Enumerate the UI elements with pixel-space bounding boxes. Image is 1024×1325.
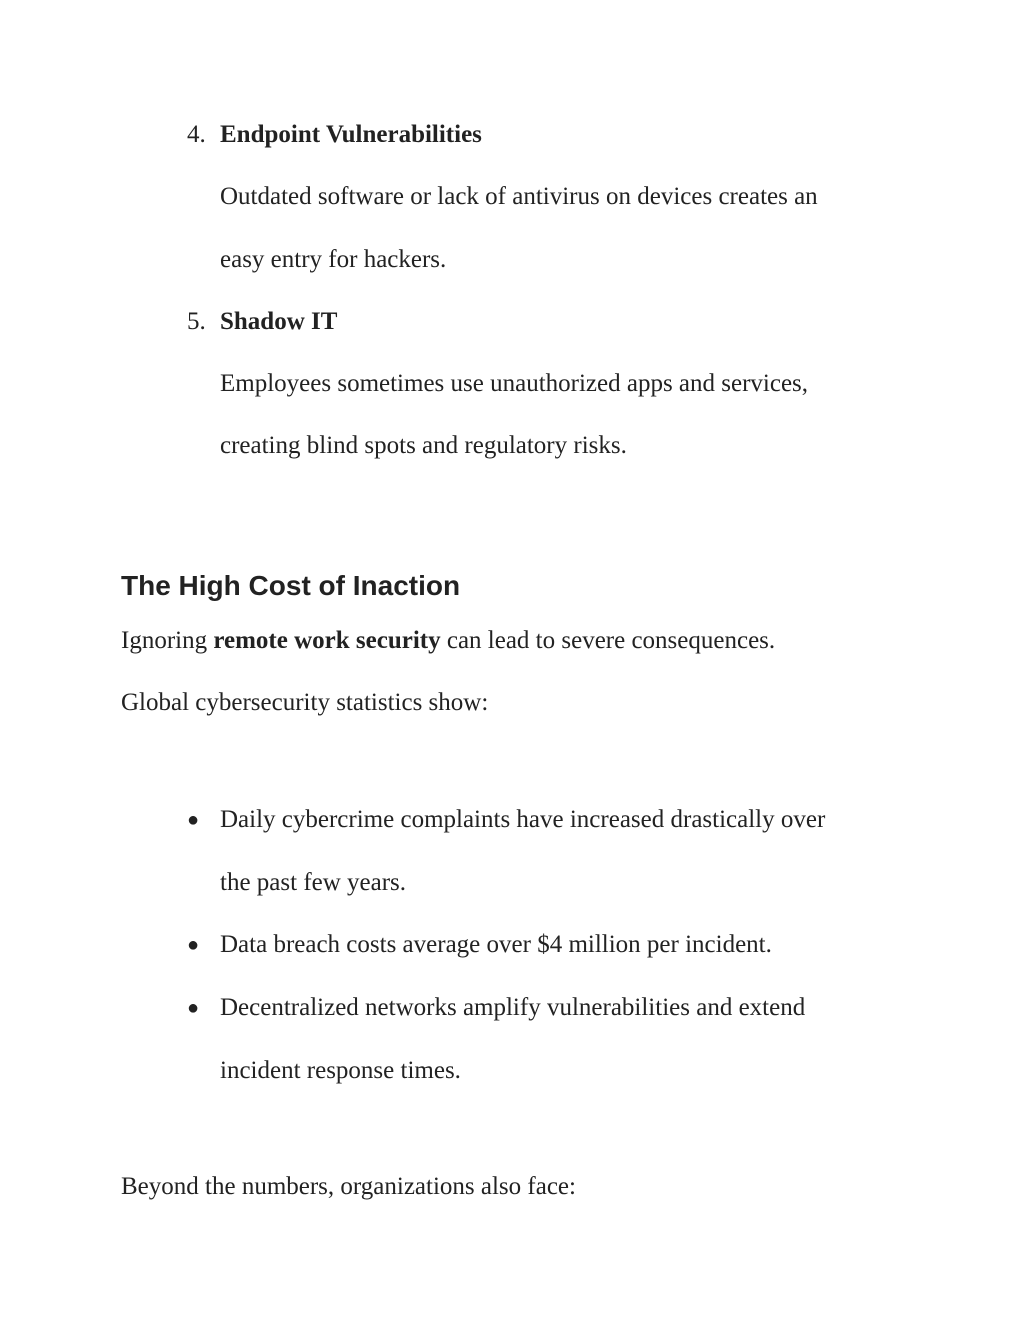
section-heading: The High Cost of Inaction <box>121 570 461 601</box>
bullet-icon: ● <box>187 997 200 1019</box>
item-title: Endpoint Vulnerabilities <box>220 121 482 148</box>
item-description-line: Outdated software or lack of antivirus on devices creates an <box>220 183 818 210</box>
intro-bold-text: remote work security <box>213 627 441 654</box>
item-description-line: creating blind spots and regulatory risks. <box>220 432 627 459</box>
item-title: Shadow IT <box>220 308 338 335</box>
stats-lead-paragraph: Global cybersecurity statistics show: <box>121 689 489 716</box>
item-description-line: easy entry for hackers. <box>220 246 447 273</box>
bullet-text-line: Daily cybercrime complaints have increased drastically over <box>220 806 826 833</box>
bullet-text-line: the past few years. <box>220 869 407 896</box>
bullet-icon: ● <box>187 809 200 831</box>
item-number: 5. <box>187 308 206 335</box>
intro-text: Ignoring <box>121 627 214 654</box>
closing-paragraph: Beyond the numbers, organizations also face: <box>121 1173 576 1200</box>
bullet-text-line: Decentralized networks amplify vulnerabilities and extend <box>220 994 806 1021</box>
bullet-text-line: incident response times. <box>220 1057 461 1084</box>
item-number: 4. <box>187 121 206 148</box>
intro-paragraph <box>121 626 775 656</box>
bullet-text-line: Data breach costs average over $4 million per incident. <box>220 931 772 958</box>
item-description-line: Employees sometimes use unauthorized apps and services, <box>220 370 809 397</box>
bullet-icon: ● <box>187 934 200 956</box>
intro-text: can lead to severe consequences. <box>440 627 776 654</box>
